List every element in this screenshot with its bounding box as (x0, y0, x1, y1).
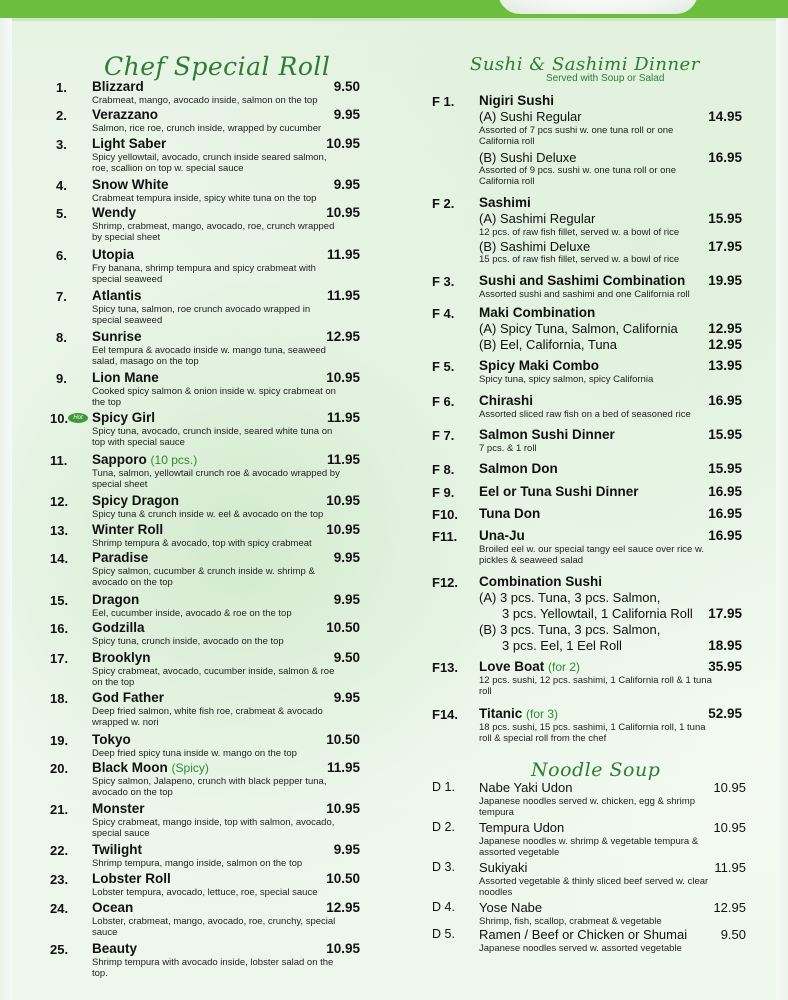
roll-description: Spicy salmon, cucumber & crunch inside w. shrimp & avocado on the top (92, 566, 315, 588)
roll-description: Deep fried spicy tuna inside w. mango on the top (92, 748, 297, 759)
roll-name: Ocean (92, 900, 134, 915)
roll-name: Spicy Dragon (92, 493, 180, 508)
roll-name: Tokyo (92, 732, 131, 747)
roll-price: 9.95 (333, 690, 360, 705)
noodle-name: Yose Nabe (479, 900, 543, 915)
roll-number: 4. (56, 178, 67, 193)
sushi-dinner-heading: Sushi & Sashimi Dinner (470, 54, 700, 75)
noodle-soup-heading: Noodle Soup (531, 759, 661, 781)
hot-icon: Hot (68, 413, 88, 423)
roll-price: 9.95 (333, 107, 360, 122)
roll-number: 10. (50, 411, 69, 426)
dinner-name: Salmon Sushi Dinner (479, 427, 615, 442)
roll-number: 18. (50, 691, 69, 706)
roll-description: Fry banana, shrimp tempura and spicy crabmeat with special seaweed (92, 263, 316, 285)
roll-number: 23. (50, 872, 69, 887)
roll-description: Eel tempura & avocado inside w. mango tuna, seaweed salad, masago on the top (92, 345, 326, 367)
right-border (776, 18, 788, 1000)
roll-price: 10.95 (326, 136, 360, 151)
dinner-number: F 9. (432, 485, 455, 500)
left-border (0, 18, 12, 1000)
dinner-name: Maki Combination (479, 305, 596, 320)
noodle-name: Tempura Udon (479, 820, 565, 835)
roll-description: Shrimp tempura, mango inside, salmon on the top (92, 858, 303, 869)
roll-description: Shrimp tempura & avocado, top with spicy crabmeat (92, 538, 312, 549)
roll-description: Spicy tuna, crunch inside, avocado on the top (92, 636, 284, 647)
roll-description: Spicy tuna & crunch inside w. eel & avocado on the top (92, 509, 324, 520)
roll-name: Godzilla (92, 620, 145, 635)
roll-name: Paradise (92, 550, 149, 565)
roll-name: Monster (92, 801, 145, 816)
dinner-name-note: (for 2) (548, 660, 581, 674)
roll-price: 9.95 (333, 592, 360, 607)
roll-number: 13. (50, 523, 69, 538)
dinner-description: 18 pcs. sushi, 15 pcs. sashimi, 1 California roll, 1 tuna roll & special roll from the chef (479, 722, 706, 744)
sushi-dinner-subheading: Served with Soup or Salad (546, 73, 665, 84)
noodle-price: 11.95 (714, 860, 746, 875)
dinner-price: 19.95 (708, 273, 742, 288)
roll-name: Sapporo (10 pcs.) (92, 452, 198, 467)
chef-special-heading: Chef Special Roll (104, 52, 331, 81)
dinner-number: F12. (432, 575, 459, 590)
roll-description: Spicy salmon, Jalapeno, crunch with black pepper tuna, avocado on the top (92, 776, 327, 798)
dinner-number: F 1. (432, 94, 455, 109)
dinner-description: Broiled eel w. our special tangy eel sauce over rice w. pickles & seaweed salad (479, 544, 704, 566)
roll-description: Deep fried salmon, white fish roe, crabmeat & avocado wrapped w. nori (92, 706, 323, 728)
dinner-price: 12.95 (708, 337, 742, 352)
roll-description: Salmon, rice roe, crunch inside, wrapped by cucumber (92, 123, 322, 134)
roll-name: Light Saber (92, 136, 167, 151)
dinner-number: F10. (432, 507, 459, 522)
roll-price: 10.95 (326, 522, 360, 537)
roll-price: 10.50 (326, 871, 360, 886)
roll-price: 10.95 (326, 941, 360, 956)
roll-name: Lobster Roll (92, 871, 171, 886)
dinner-option: (B) Sushi Deluxe (479, 150, 577, 165)
dinner-price: 12.95 (708, 321, 742, 336)
dinner-description: Assorted sushi and sashimi and one California roll (479, 289, 690, 300)
dinner-number: F 7. (432, 428, 455, 443)
roll-description: Lobster, crabmeat, mango, avocado, roe, crunchy, special sauce (92, 916, 336, 938)
dinner-number: F11. (432, 529, 458, 544)
roll-price: 12.95 (326, 329, 360, 344)
dinner-description: 7 pcs. & 1 roll (479, 443, 537, 454)
dinner-name: Una-Ju (479, 528, 525, 543)
roll-number: 16. (50, 621, 69, 636)
noodle-name: Ramen / Beef or Chicken or Shumai (479, 927, 688, 942)
roll-number: 6. (56, 248, 67, 263)
roll-price: 11.95 (326, 247, 360, 262)
dinner-description: 12 pcs. of raw fish fillet, served w. a bowl of rice (479, 227, 680, 238)
roll-name: Verazzano (92, 107, 159, 122)
dinner-name: Chirashi (479, 393, 534, 408)
roll-description: Tuna, salmon, yellowtail crunch roe & avocado wrapped by special sheet (92, 468, 340, 490)
roll-number: 14. (50, 551, 69, 566)
dinner-description: Assorted sliced raw fish on a bed of seasoned rice (479, 409, 691, 420)
roll-number: 5. (56, 206, 67, 221)
top-bar-shadow (0, 18, 788, 21)
roll-price: 10.95 (326, 801, 360, 816)
roll-name: Black Moon (Spicy) (92, 760, 209, 775)
roll-name: Utopia (92, 247, 134, 262)
dinner-price: 14.95 (708, 109, 742, 124)
roll-number: 25. (50, 942, 69, 957)
dinner-price: 15.95 (708, 427, 742, 442)
dinner-price: 16.95 (708, 506, 742, 521)
roll-number: 21. (50, 802, 69, 817)
noodle-description: Japanese noodles served w. chicken, egg & shrimp tempura (479, 796, 695, 818)
dinner-description: 15 pcs. of raw fish fillet, served w. a bowl of rice (479, 254, 680, 265)
dinner-description: 12 pcs. sushi, 12 pcs. sashimi, 1 California roll & 1 tuna roll (479, 675, 712, 697)
roll-price: 9.50 (333, 650, 360, 665)
roll-price: 11.95 (326, 410, 360, 425)
roll-price: 11.95 (326, 760, 360, 775)
roll-number: 20. (50, 761, 69, 776)
roll-number: 24. (50, 901, 69, 916)
roll-number: 7. (56, 289, 67, 304)
roll-number: 3. (56, 137, 67, 152)
dinner-name: Sushi and Sashimi Combination (479, 273, 686, 288)
noodle-price: 10.95 (713, 820, 746, 835)
roll-name: Spicy Girl (92, 410, 156, 425)
roll-number: 12. (50, 494, 69, 509)
roll-price: 11.95 (326, 288, 360, 303)
noodle-price: 9.50 (720, 927, 746, 942)
dinner-name: Spicy Maki Combo (479, 358, 600, 373)
dinner-option: (B) 3 pcs. Tuna, 3 pcs. Salmon, (479, 622, 661, 637)
roll-price: 9.95 (333, 842, 360, 857)
noodle-price: 12.95 (713, 900, 746, 915)
noodle-description: Shrimp, fish, scallop, crabmeat & vegetable (479, 916, 662, 927)
noodle-name: Nabe Yaki Udon (479, 780, 573, 795)
noodle-number: D 3. (432, 860, 455, 874)
roll-name-note: (Spicy) (171, 761, 209, 775)
roll-number: 19. (50, 733, 69, 748)
noodle-description: Assorted vegetable & thinly sliced beef served w. clear noodles (479, 876, 709, 898)
roll-description: Spicy tuna, avocado, crunch inside, seared white tuna on top with special sauce (92, 426, 333, 448)
dinner-number: F14. (432, 707, 459, 722)
roll-number: 9. (56, 371, 67, 386)
roll-name: Snow White (92, 177, 169, 192)
dinner-description: Spicy tuna, spicy salmon, spicy California (479, 374, 654, 385)
dinner-number: F 3. (432, 274, 455, 289)
roll-number: 17. (50, 651, 69, 666)
roll-number: 22. (50, 843, 69, 858)
dinner-name: Nigiri Sushi (479, 93, 555, 108)
roll-name: Blizzard (92, 79, 144, 94)
roll-number: 2. (56, 108, 67, 123)
roll-price: 11.95 (326, 452, 360, 467)
dinner-number: F 5. (432, 359, 455, 374)
roll-description: Spicy crabmeat, mango inside, top with salmon, avocado, special sauce (92, 817, 335, 839)
roll-name: Winter Roll (92, 522, 164, 537)
dinner-option: (B) Sashimi Deluxe (479, 239, 591, 254)
dinner-name: Titanic (for 3) (479, 706, 559, 721)
roll-name: Beauty (92, 941, 138, 956)
roll-description: Spicy yellowtail, avocado, crunch inside seared salmon, roe, scallion on top w. special sauce (92, 152, 327, 174)
dinner-name: Eel or Tuna Sushi Dinner (479, 484, 639, 499)
roll-description: Shrimp tempura with avocado inside, lobster salad on the top. (92, 957, 334, 979)
noodle-name: Sukiyaki (479, 860, 528, 875)
dinner-price: 15.95 (708, 461, 742, 476)
dinner-price: 16.95 (708, 484, 742, 499)
dinner-name: Sashimi (479, 195, 531, 210)
roll-description: Crabmeat, mango, avocado inside, salmon on the top (92, 95, 318, 106)
dinner-price: 16.95 (708, 150, 742, 165)
roll-price: 10.50 (326, 732, 360, 747)
dinner-name-note: (for 3) (526, 707, 559, 721)
roll-price: 10.95 (326, 370, 360, 385)
dinner-price: 15.95 (708, 211, 742, 226)
dinner-description: Assorted of 7 pcs sushi w. one tuna roll or one California roll (479, 125, 674, 147)
dinner-price: 16.95 (708, 528, 742, 543)
dinner-price: 13.95 (708, 358, 742, 373)
dinner-name: Love Boat (for 2) (479, 659, 581, 674)
dinner-price: 35.95 (708, 659, 742, 674)
roll-number: 1. (56, 80, 67, 95)
roll-name: Brooklyn (92, 650, 151, 665)
dinner-option: 3 pcs. Eel, 1 Eel Roll (502, 638, 622, 653)
roll-description: Spicy crabmeat, avocado, cucumber inside, salmon & roe on the top (92, 666, 335, 688)
roll-description: Lobster tempura, avocado, lettuce, roe, special sauce (92, 887, 318, 898)
noodle-number: D 2. (432, 820, 455, 834)
roll-number: 15. (50, 593, 69, 608)
roll-name: Lion Mane (92, 370, 159, 385)
roll-price: 12.95 (326, 900, 360, 915)
roll-price: 9.95 (333, 177, 360, 192)
roll-description: Shrimp, crabmeat, mango, avocado, roe, crunch wrapped by special sheet (92, 221, 335, 243)
plate-image (498, 0, 698, 14)
dinner-number: F 2. (432, 196, 455, 211)
roll-price: 10.50 (326, 620, 360, 635)
dinner-number: F 6. (432, 394, 455, 409)
dinner-number: F 4. (432, 306, 455, 321)
dinner-option: (B) Eel, California, Tuna (479, 337, 618, 352)
roll-name: Dragon (92, 592, 140, 607)
dinner-option: 3 pcs. Yellowtail, 1 California Roll (502, 606, 693, 621)
roll-number: 11. (50, 453, 68, 468)
roll-price: 10.95 (326, 205, 360, 220)
roll-name: Wendy (92, 205, 137, 220)
roll-name-note: (10 pcs.) (150, 453, 198, 467)
roll-description: Cooked spicy salmon & onion inside w. spicy crabmeat on the top (92, 386, 336, 408)
dinner-name: Salmon Don (479, 461, 558, 476)
dinner-price: 18.95 (708, 638, 742, 653)
dinner-price: 17.95 (708, 606, 742, 621)
roll-name: Sunrise (92, 329, 142, 344)
dinner-price: 16.95 (708, 393, 742, 408)
roll-description: Spicy tuna, salmon, roe crunch avocado wrapped in special seaweed (92, 304, 311, 326)
roll-name: Twilight (92, 842, 142, 857)
dinner-option: (A) Sushi Regular (479, 109, 582, 124)
noodle-number: D 1. (432, 780, 455, 794)
dinner-name: Tuna Don (479, 506, 541, 521)
dinner-name: Combination Sushi (479, 574, 602, 589)
noodle-number: D 4. (432, 900, 455, 914)
roll-price: 9.95 (333, 550, 360, 565)
roll-price: 10.95 (326, 493, 360, 508)
roll-name: God Father (92, 690, 165, 705)
dinner-number: F13. (432, 660, 459, 675)
roll-description: Eel, cucumber inside, avocado & roe on the top (92, 608, 292, 619)
dinner-description: Assorted of 9 pcs. sushi w. one tuna roll or one California roll (479, 165, 676, 187)
roll-name: Atlantis (92, 288, 142, 303)
dinner-number: F 8. (432, 462, 455, 477)
dinner-option: (A) Spicy Tuna, Salmon, California (479, 321, 678, 336)
roll-number: 8. (56, 330, 67, 345)
dinner-option: (A) Sashimi Regular (479, 211, 596, 226)
noodle-description: Japanese noodles served w. assorted vegetable (479, 943, 682, 954)
roll-description: Crabmeat tempura inside, spicy white tuna on the top (92, 193, 317, 204)
noodle-number: D 5. (432, 927, 455, 941)
noodle-price: 10.95 (713, 780, 746, 795)
dinner-price: 17.95 (708, 239, 742, 254)
noodle-description: Japanese noodles w. shrimp & vegetable tempura & assorted vegetable (479, 836, 699, 858)
dinner-price: 52.95 (708, 706, 742, 721)
roll-price: 9.50 (333, 79, 360, 94)
dinner-option: (A) 3 pcs. Tuna, 3 pcs. Salmon, (479, 590, 661, 605)
